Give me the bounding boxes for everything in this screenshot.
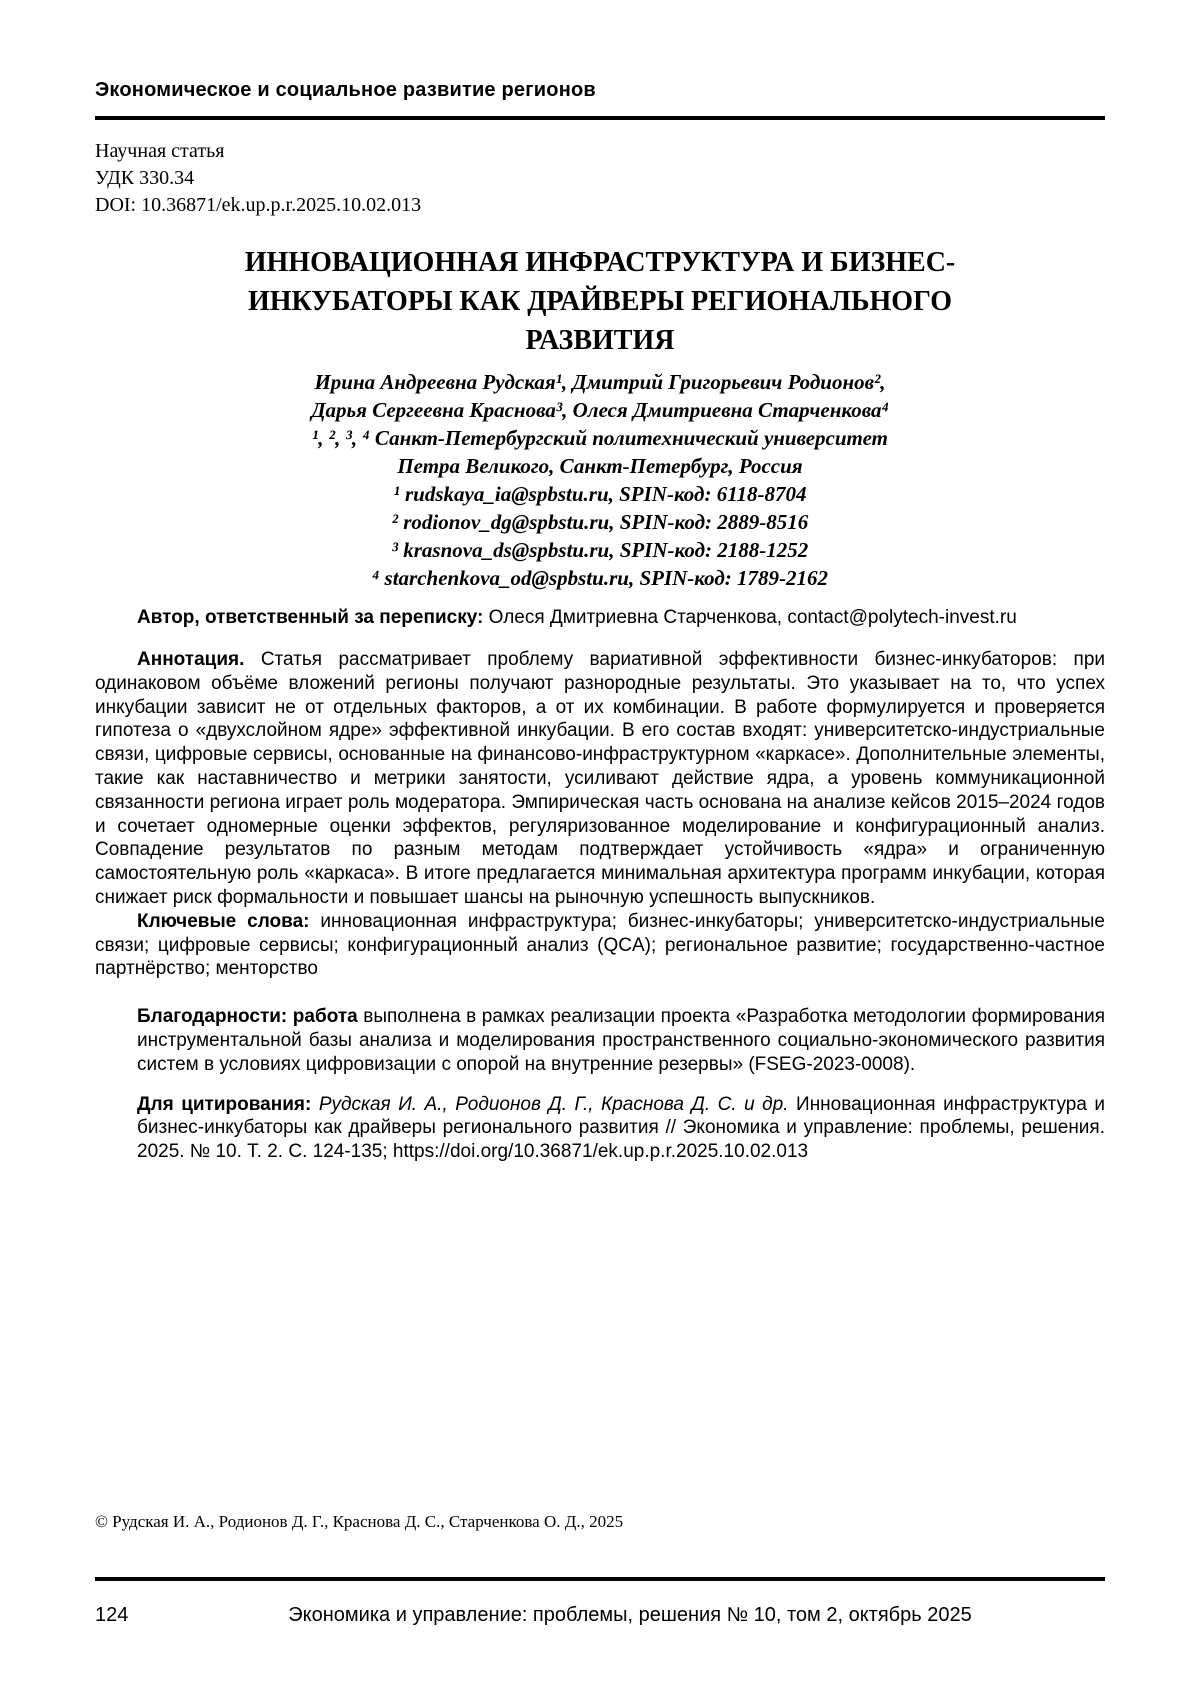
correspondence-line <box>95 606 1105 630</box>
author-affiliation: ¹, ², ³, ⁴ Санкт-Петербургский политехнический университет Петра Великого, Санкт-Петербург, Россия <box>311 426 888 478</box>
running-head: Экономическое и социальное развитие регионов <box>95 79 596 101</box>
article-type: Научная статья <box>95 140 225 162</box>
keywords-paragraph <box>95 910 1105 981</box>
header-rule <box>95 116 1105 120</box>
udc-code: УДК 330.34 <box>95 167 195 189</box>
citation-text: Инновационная инфраструктура и бизнес-инкубаторы как драйверы регионального развития // Экономика и управление: проблемы, решения. 2025. № 10. Т. 2. С. 124-135; https://doi.org/10.36871/ek.up.p.r.2025.10.02.013 <box>137 1093 1105 1163</box>
abstract-paragraph <box>95 648 1105 910</box>
abstract-text: Статья рассматривает проблему вариативной эффективности бизнес-инкубаторов: при одинаковом объёме вложений регионы получают разнородные результаты. Это указывает на то, что успех инкубации зависит не от отдельных факторов, а от их комбинации. В работе формулируется и проверяется гипотеза о «двухслойном ядре» эффективной инкубации. В его состав входят: университетско-индустриальные связи, цифровые сервисы, основанные на финансово-инфраструктурном «каркасе». Дополнительные элементы, такие как наставничество и метрики занятости, усиливают действие ядра, а уровень коммуникационной связанности региона играет роль модератора. Эмпирическая часть основана на анализе кейсов 2015–2024 годов и сочетает одномерные оценки эффектов, регуляризованное моделирование и конфигурационный анализ. Совпадение результатов по разным методам подтверждает устойчивость «ядра» и ограниченную самостоятельную роль «каркаса». В итоге предлагается минимальная архитектура программ инкубации, которая снижает риск формальности и повышает шансы на рыночную успешность выпускников. <box>95 649 1105 908</box>
correspondence-label: Автор, ответственный за переписку: <box>137 607 489 628</box>
correspondence-text: Олеся Дмитриевна Старченкова, contact@polytech-invest.ru <box>488 607 1017 628</box>
article-meta <box>95 138 1105 219</box>
citation-label: Для цитирования: <box>137 1093 319 1115</box>
citation-authors: Рудская И. А., Родионов Д. Г., Краснова Д. С. и др. <box>318 1093 797 1115</box>
page-header <box>95 78 1105 120</box>
keywords-text: инновационная инфраструктура; бизнес-инкубаторы; университетско-индустриальные связи; цифровые сервисы; конфигурационный анализ (QCA); региональное развитие; государственно-частное партнёрство; менторство <box>95 910 1105 980</box>
acknowledgments-label: Благодарности: работа <box>137 1006 364 1028</box>
authors-block <box>95 368 1105 592</box>
author-names: Ирина Андреевна Рудская¹, Дмитрий Григорьевич Родионов², Дарья Сергеевна Краснова³, Олеся Дмитриевна Старченкова⁴ <box>311 370 889 422</box>
footer-row <box>95 1603 1105 1627</box>
citation-paragraph <box>137 1093 1105 1164</box>
page-number: 124 <box>95 1604 129 1626</box>
journal-line: Экономика и управление: проблемы, решения № 10, том 2, октябрь 2025 <box>288 1604 972 1626</box>
acknowledgments-paragraph <box>137 1005 1105 1076</box>
article-title: ИННОВАЦИОННАЯ ИНФРАСТРУКТУРА И БИЗНЕС- ИНКУБАТОРЫ КАК ДРАЙВЕРЫ РЕГИОНАЛЬНОГО РАЗВИТИЯ <box>244 247 956 356</box>
author-emails: ¹ rudskaya_ia@spbstu.ru, SPIN-код: 6118-8704 ² rodionov_dg@spbstu.ru, SPIN-код: 2889-8516 ³ krasnova_ds@spbstu.ru, SPIN-код: 2188-1252 ⁴ starchenkova_od@spbstu.ru, SPIN-код: 1789-2162 <box>371 482 829 590</box>
acknowledgments-text: выполнена в рамках реализации проекта «Разработка методологии формирования инструментальной базы анализа и моделирования пространственного социально-экономического развития систем в условиях цифровизации с опорой на внутренние резервы» (FSEG-2023-0008). <box>137 1006 1105 1075</box>
doi-line: DOI: 10.36871/ek.up.p.r.2025.10.02.013 <box>95 194 422 216</box>
abstract-label: Аннотация. <box>137 649 261 670</box>
footer-rule <box>95 1577 1105 1581</box>
copyright-line: © Рудская И. А., Родионов Д. Г., Краснова Д. С., Старченкова О. Д., 2025 <box>95 1512 624 1531</box>
keywords-label: Ключевые слова: <box>137 910 321 932</box>
page-footer <box>95 1512 1105 1627</box>
